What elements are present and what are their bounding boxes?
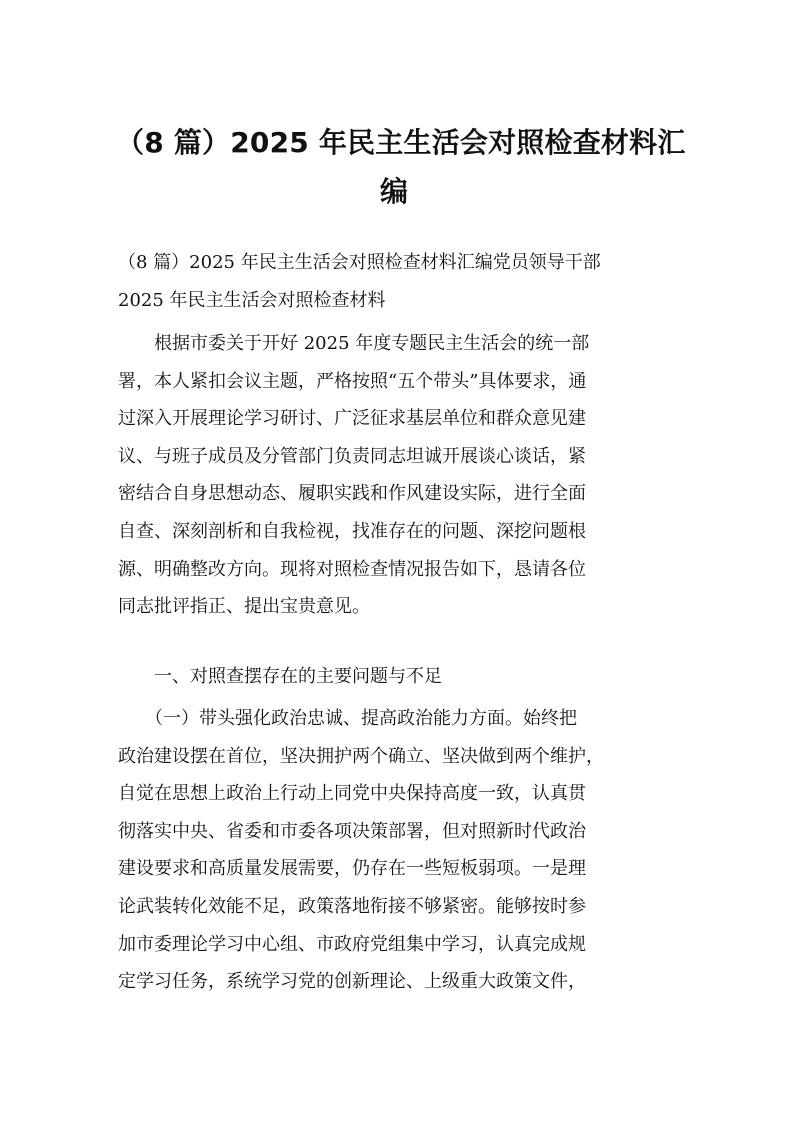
paragraph-line: 定学习任务，系统学习党的创新理论、上级重大政策文件，: [118, 971, 586, 993]
document-title-line-2: 编: [380, 175, 409, 208]
paragraph-line: 过深入开展理论学习研讨、广泛征求基层单位和群众意见建: [118, 408, 586, 430]
paragraph-2: [118, 700, 678, 1001]
paragraph-line: 同志批评指正、提出宝贵意见。: [118, 596, 370, 618]
paragraph-line: 建设要求和高质量发展需要，仍存在一些短板弱项。一是理: [118, 858, 586, 880]
paragraph-line: 根据市委关于开好 2025 年度专题民主生活会的统一部: [118, 333, 590, 354]
intro-line: （8 篇）2025 年民主生活会对照检查材料汇编党员领导干部: [118, 252, 601, 273]
paragraph-line: 论武装转化效能不足，政策落地衔接不够紧密。能够按时参: [118, 895, 586, 917]
paragraph-line: 加市委理论学习中心组、市政府党组集中学习，认真完成规: [118, 933, 586, 955]
paragraph-line: 政治建设摆在首位，坚决拥护两个确立、坚决做到两个维护，: [118, 745, 604, 767]
paragraph-1: [118, 325, 678, 626]
intro-line: 2025 年民主生活会对照检查材料: [118, 289, 386, 311]
section-heading: 一、对照查摆存在的主要问题与不足: [118, 666, 442, 687]
paragraph-line: 署，本人紧扣会议主题，严格按照“五个带头”具体要求，通: [118, 370, 587, 392]
paragraph-line: 自觉在思想上政治上行动上同党中央保持高度一致，认真贯: [118, 783, 586, 805]
intro-paragraph: [118, 244, 678, 319]
paragraph-line: 自查、深刻剖析和自我检视，找准存在的问题、深挖问题根: [118, 520, 586, 542]
paragraph-line: （一）带头强化政治忠诚、提高政治能力方面。始终把: [118, 708, 577, 729]
paragraph-line: 议、与班子成员及分管部门负责同志坦诚开展谈心谈话，紧: [118, 445, 586, 467]
paragraph-line: 彻落实中央、省委和市委各项决策部署，但对照新时代政治: [118, 820, 586, 842]
paragraph-line: 密结合自身思想动态、履职实践和作风建设实际，进行全面: [118, 483, 586, 505]
document-title-line-1: （8 篇）2025 年民主生活会对照检查材料汇: [116, 126, 686, 159]
paragraph-line: 源、明确整改方向。现将对照检查情况报告如下，恳请各位: [118, 558, 586, 580]
